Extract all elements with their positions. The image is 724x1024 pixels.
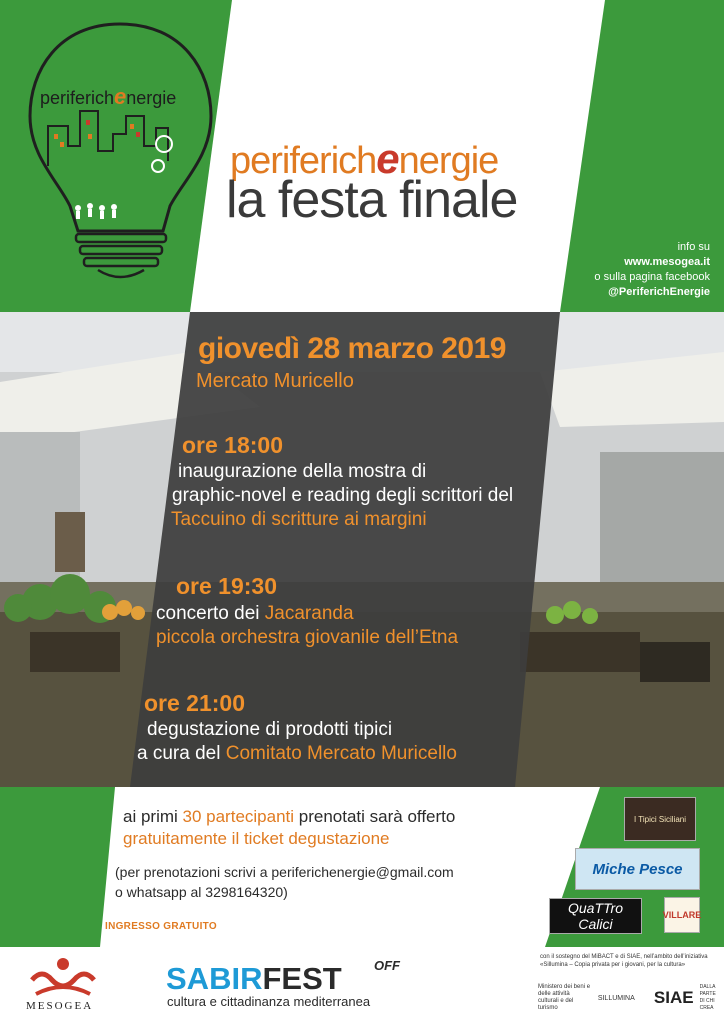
sabirfest-logo: SABIRFEST (166, 961, 342, 996)
offer-line: gratuitamente il ticket degustazione (123, 829, 390, 848)
sponsor-logo-villare: VILLARE (664, 897, 700, 933)
event-description (171, 460, 514, 532)
info-line: o sulla pagina facebook (594, 271, 710, 283)
lightbulb-logo-icon (18, 16, 223, 291)
email-link[interactable]: (per prenotazioni scrivi a periferichenergie@gmail.com (115, 864, 454, 880)
offer-line: ai primi 30 partecipanti prenotati sarà offerto (123, 807, 456, 826)
siae-logo: SIAE (653, 988, 694, 1007)
offer-text (123, 806, 455, 850)
event-highlight: piccola orchestra giovanile dell’Etna (156, 627, 459, 648)
sabirfest-off-label: OFF (374, 958, 400, 973)
event-line: concerto dei Jacaranda (156, 603, 354, 624)
contact-info (115, 862, 454, 902)
whatsapp-contact: o whatsapp al 3298164320) (115, 884, 288, 900)
event-description (137, 718, 457, 766)
sillumina-logo: SILLUMINA (597, 994, 635, 1002)
event-time: ore 18:00 (182, 432, 284, 458)
event-description (156, 602, 458, 650)
sponsor-logo-tipici: I Tipici Siciliani (624, 797, 696, 841)
event-highlight: Taccuino di scritture ai margini (171, 509, 427, 530)
event-line: a cura del Comitato Mercato Muricello (137, 743, 457, 764)
event-time: ore 21:00 (144, 690, 246, 716)
brand-title: periferichenergie (230, 135, 499, 182)
info-line: info su (677, 241, 710, 253)
sabirfest-tagline: cultura e cittadinanza mediterranea (167, 994, 371, 1009)
support-note: con il sostegno del MiBACT e di SIAE, nell’ambito dell’iniziativa «Sillumina – Copia privata per i giovani, per la cultura» (540, 954, 708, 968)
institution-logos (538, 985, 720, 1011)
mibact-logo: Ministero dei beni e delle attività culturali e del turismo (538, 984, 591, 1011)
event-time: ore 19:30 (176, 573, 278, 599)
sponsor-logo-quattro-calici: QuaTTro Calici (549, 898, 642, 934)
dark-content-panel (0, 312, 724, 787)
page-title: la festa finale (226, 171, 518, 229)
mesogea-wordmark: MESOGEA (26, 1000, 94, 1012)
info-block (594, 240, 710, 300)
event-venue: Mercato Muricello (196, 370, 354, 392)
event-line: degustazione di prodotti tipici (147, 719, 393, 740)
website-link[interactable]: www.mesogea.it (624, 256, 710, 268)
header-band (0, 0, 724, 312)
event-date: giovedì 28 marzo 2019 (198, 332, 506, 365)
siae-tagline: DALLA PARTE DI CHI CREA (699, 984, 716, 1011)
event-line: inaugurazione della mostra di (178, 461, 427, 482)
sponsor-logo-miche-pesce: Miche Pesce (575, 848, 700, 890)
facebook-link[interactable]: @PeriferichEnergie (608, 286, 710, 298)
event-line: graphic-novel e reading degli scrittori del (172, 485, 514, 506)
bulb-logo-wordmark: periferichenergie (40, 84, 177, 109)
free-entry-label: INGRESSO GRATUITO (105, 921, 217, 932)
